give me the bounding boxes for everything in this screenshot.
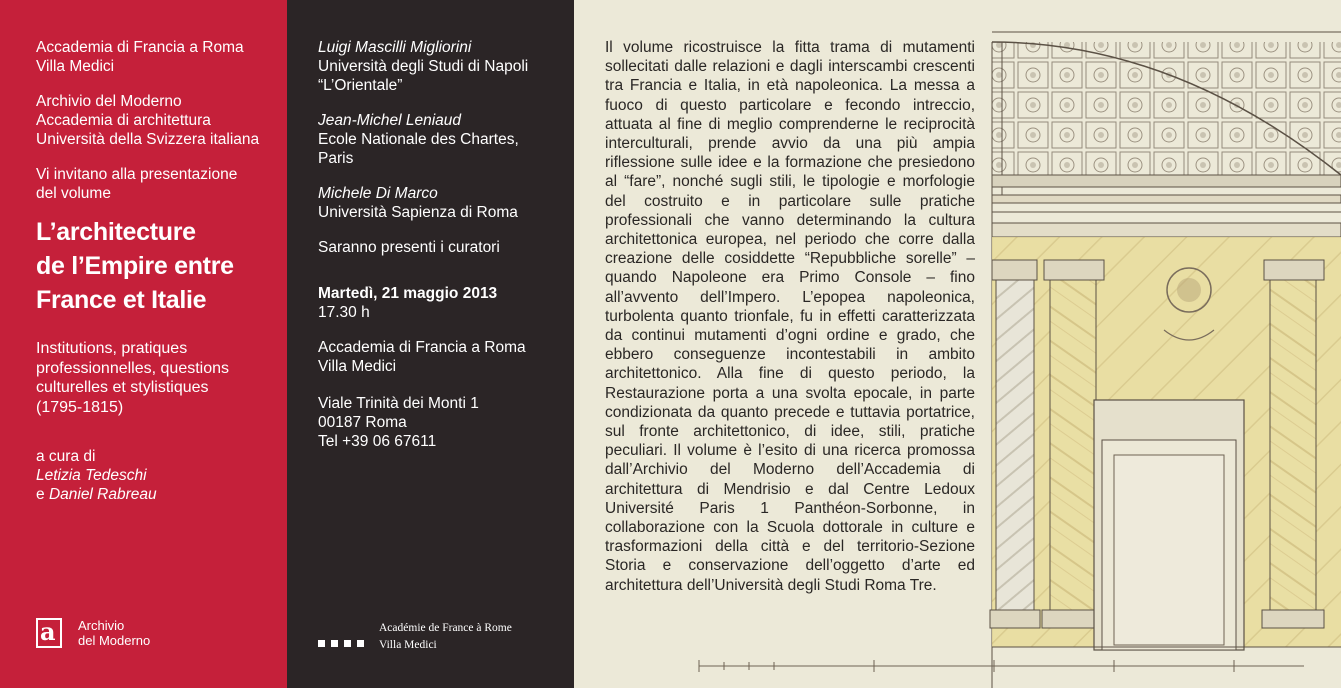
event-venue <box>318 338 560 376</box>
speaker-name: Michele Di Marco <box>318 185 438 202</box>
editors-conjunction: e <box>36 486 45 503</box>
book-title <box>36 215 269 317</box>
event-datetime <box>318 284 560 322</box>
archivio-logo <box>36 618 150 648</box>
book-subtitle-line: (1795-1815) <box>36 398 124 416</box>
speaker-name: Jean-Michel Leniaud <box>318 112 462 129</box>
organizer-line: Accademia di Francia a Roma <box>36 39 244 56</box>
address-line: 00187 Roma <box>318 414 407 431</box>
venue-line: Accademia di Francia a Roma <box>318 339 526 356</box>
editors-label: a cura di <box>36 448 96 465</box>
book-subtitle <box>36 339 269 417</box>
left-panel <box>0 0 287 688</box>
speaker-name: Luigi Mascilli Migliorini <box>318 39 472 56</box>
villa-logo-line: Villa Medici <box>379 639 437 651</box>
organizer-line: Università della Svizzera italiana <box>36 131 260 148</box>
speaker-affiliation: Ecole Nationale des Chartes, <box>318 131 519 148</box>
logo-mark-letter: a <box>40 617 56 646</box>
logo-text-line: del Moderno <box>78 633 151 648</box>
speaker <box>318 184 560 222</box>
organizer-line: Villa Medici <box>36 58 115 75</box>
villa-medici-squares-icon <box>318 640 364 647</box>
book-description: Il volume ricostruisce la fitta trama di mutamenti sollecitati dalle relazioni e dagli interscambi crescenti tra Francia e Italia, in età napoleonica. La messa a fuoco di questo particolare e fecondo intreccio, attuata al fine di meglio comprenderne le reciprocità interculturali, prende avvio da una più ampia riflessione sulle idee e la formazione che presiedono al “fare”, nonché sugli stili, le tipologie e morfologie del costruito e in particolare sulle pratiche professionali che vanno determinando la cultura architettonica europea, nel periodo che corre dalla creazione delle cosiddette “Repubbliche sorelle” – quando Napoleone era Primo Console – fino all’avvento dell’Impero. L’epopea napoleonica, turbolenta quanto trionfale, fu in effetti caratterizzata da continui mutamenti d’ogni ordine e grado, che ebbero conseguenze incontestabili in ambito architettonico. Alla fine di questo periodo, la Restaurazione porta a una svolta epocale, in parte condizionata da quanto precede e tuttavia portatrice, sul fronte architettonico, di idee, stili, pratiche peculiari. Il volume è l’esito di una ricerca promossa dall’Archivio del Moderno dell’Accademia di architettura di Mendrisio e dal Centre Ledoux Université Paris 1 Panthéon-Sorbonne, in collaborazione con la Scuola dottorale in culture e trasformazioni della città e del territorio-Sezione Storia e conservazione dell’oggetto d’arte ed architettura dell’Università degli Studi Roma Tre. <box>605 39 975 594</box>
organizer-academy <box>36 38 269 76</box>
event-date: Martedì, 21 maggio 2013 <box>318 285 498 302</box>
book-title-line: L’architecture <box>36 218 196 246</box>
invitation-line: del volume <box>36 185 111 202</box>
editor-name: Letizia Tedeschi <box>36 467 147 484</box>
invitation-line: Vi invitano alla presentazione <box>36 166 238 183</box>
book-subtitle-line: culturelles et stylistiques <box>36 379 209 396</box>
book-subtitle-line: professionnelles, questions <box>36 359 230 377</box>
editor-name: Daniel Rabreau <box>48 486 157 503</box>
curators-note: Saranno presenti i curatori <box>318 239 500 256</box>
book-title-line: France et Italie <box>36 286 207 314</box>
book-title-line: de l’Empire entre <box>36 252 234 280</box>
speaker <box>318 111 560 168</box>
invitation <box>36 165 269 203</box>
archivio-logo-icon <box>36 618 62 648</box>
villa-medici-logo <box>379 620 512 654</box>
organizer-archive <box>36 92 269 149</box>
villa-logo-line: Académie de France à Rome <box>379 622 512 634</box>
speaker-affiliation: Università degli Studi di Napoli <box>318 58 529 75</box>
speaker <box>318 38 560 95</box>
organizer-line: Accademia di architettura <box>36 112 211 129</box>
speaker-affiliation: Paris <box>318 150 354 167</box>
speaker-affiliation: “L’Orientale” <box>318 77 403 94</box>
venue-line: Villa Medici <box>318 358 397 375</box>
event-time: 17.30 h <box>318 304 370 321</box>
organizer-line: Archivio del Moderno <box>36 93 182 110</box>
address-line: Viale Trinità dei Monti 1 <box>318 395 479 412</box>
logo-text-line: Archivio <box>78 618 125 633</box>
right-panel <box>574 0 1341 688</box>
editors <box>36 447 269 504</box>
book-subtitle-line: Institutions, pratiques <box>36 340 188 357</box>
middle-panel <box>287 0 574 688</box>
speaker-affiliation: Università Sapienza di Roma <box>318 204 518 221</box>
phone: Tel +39 06 67611 <box>318 433 437 450</box>
event-address <box>318 394 560 451</box>
